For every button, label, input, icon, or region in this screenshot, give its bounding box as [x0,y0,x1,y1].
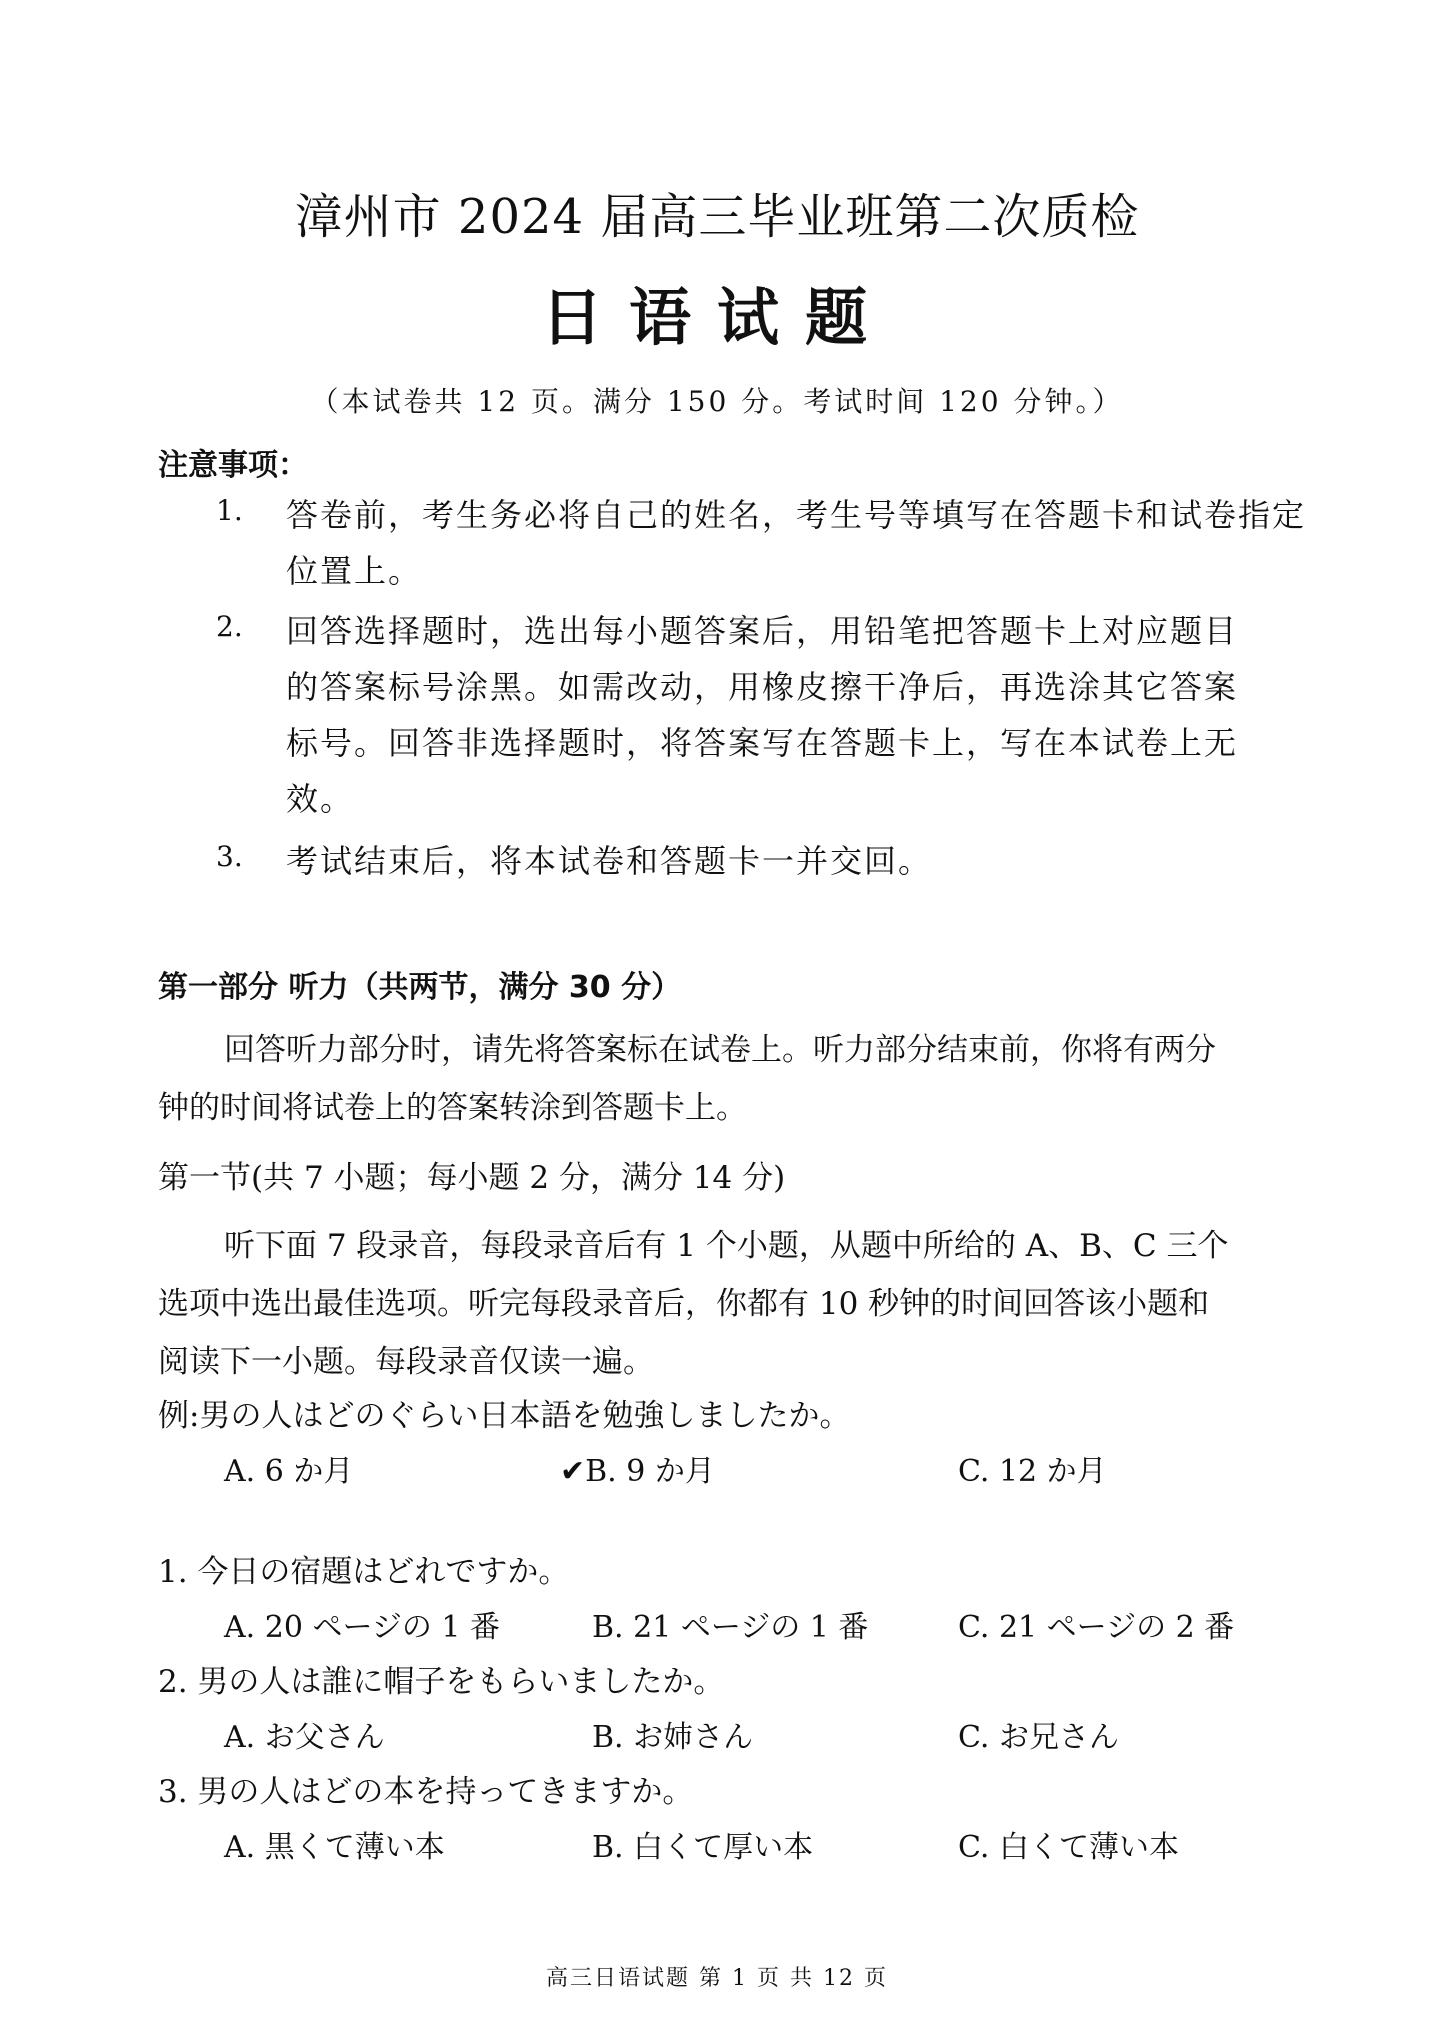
example-question: 例:男の人はどのぐらい日本語を勉強しましたか。 [158,1398,851,1434]
question-2: 2. 男の人は誰に帽子をもらいましたか。 [158,1664,725,1700]
example-option-c: C. 12 か月 [958,1454,1107,1489]
question-3-option-c: C. 白くて薄い本 [958,1830,1179,1865]
question-1-option-b: B. 21 ページの 1 番 [592,1610,869,1645]
notes-heading: 注意事项： [158,448,308,483]
note-1-number: 1. [216,494,243,527]
section1-intro-line-2: 选项中选出最佳选项。听完每段录音后，你都有 10 秒钟的时间回答该小题和 [158,1286,1210,1322]
note-2-line-4: 效。 [286,780,355,818]
note-3-line-1: 考试结束后，将本试卷和答题卡一并交回。 [286,842,933,880]
question-3-option-b: B. 白くて厚い本 [592,1830,814,1865]
page-footer: 高三日语试题 第 1 页 共 12 页 [546,1966,888,1991]
exam-title: 漳州市 2024 届高三毕业班第二次质检 [294,189,1140,245]
example-option-a: A. 6 か月 [224,1454,354,1489]
question-3-option-a: A. 黒くて薄い本 [224,1830,445,1865]
note-2-line-3: 标号。回答非选择题时，将答案写在答题卡上，写在本试卷上无 [286,724,1239,762]
note-1-line-2: 位置上。 [286,552,423,590]
note-3-number: 3. [216,840,243,873]
note-1-line-1: 答卷前，考生务必将自己的姓名，考生号等填写在答题卡和试卷指定 [286,496,1307,534]
question-1-option-c: C. 21 ページの 2 番 [958,1610,1235,1645]
note-2-line-2: 的答案标号涂黑。如需改动，用橡皮擦干净后，再选涂其它答案 [286,668,1239,706]
note-2-number: 2. [216,610,243,643]
section1-intro-line-1: 听下面 7 段录音，每段录音后有 1 个小题，从题中所给的 A、B、C 三个 [224,1228,1229,1264]
subject-title: 日语试题 [540,281,893,354]
exam-info: （本试卷共 12 页。满分 150 分。考试时间 120 分钟。） [310,385,1124,418]
example-option-b-checked: ✔B. 9 か月 [560,1454,715,1489]
question-1: 1. 今日の宿題はどれですか。 [158,1554,570,1590]
part1-intro-line-2: 钟的时间将试卷上的答案转涂到答题卡上。 [158,1090,747,1126]
part1-heading: 第一部分 听力（共两节，满分 30 分） [158,970,682,1005]
section1-intro-line-3: 阅读下一小题。每段录音仅读一遍。 [158,1344,654,1380]
part1-intro-line-1: 回答听力部分时，请先将答案标在试卷上。听力部分结束前，你将有两分 [224,1032,1216,1068]
question-2-option-b: B. お姉さん [592,1720,754,1755]
question-3: 3. 男の人はどの本を持ってきますか。 [158,1774,694,1810]
question-2-option-a: A. お父さん [224,1720,385,1755]
note-2-line-1: 回答选择题时，选出每小题答案后，用铅笔把答题卡上对应题目 [286,612,1239,650]
question-2-option-c: C. お兄さん [958,1720,1119,1755]
question-1-option-a: A. 20 ページの 1 番 [224,1610,501,1645]
section1-heading: 第一节(共 7 小题；每小题 2 分，满分 14 分) [158,1160,786,1196]
